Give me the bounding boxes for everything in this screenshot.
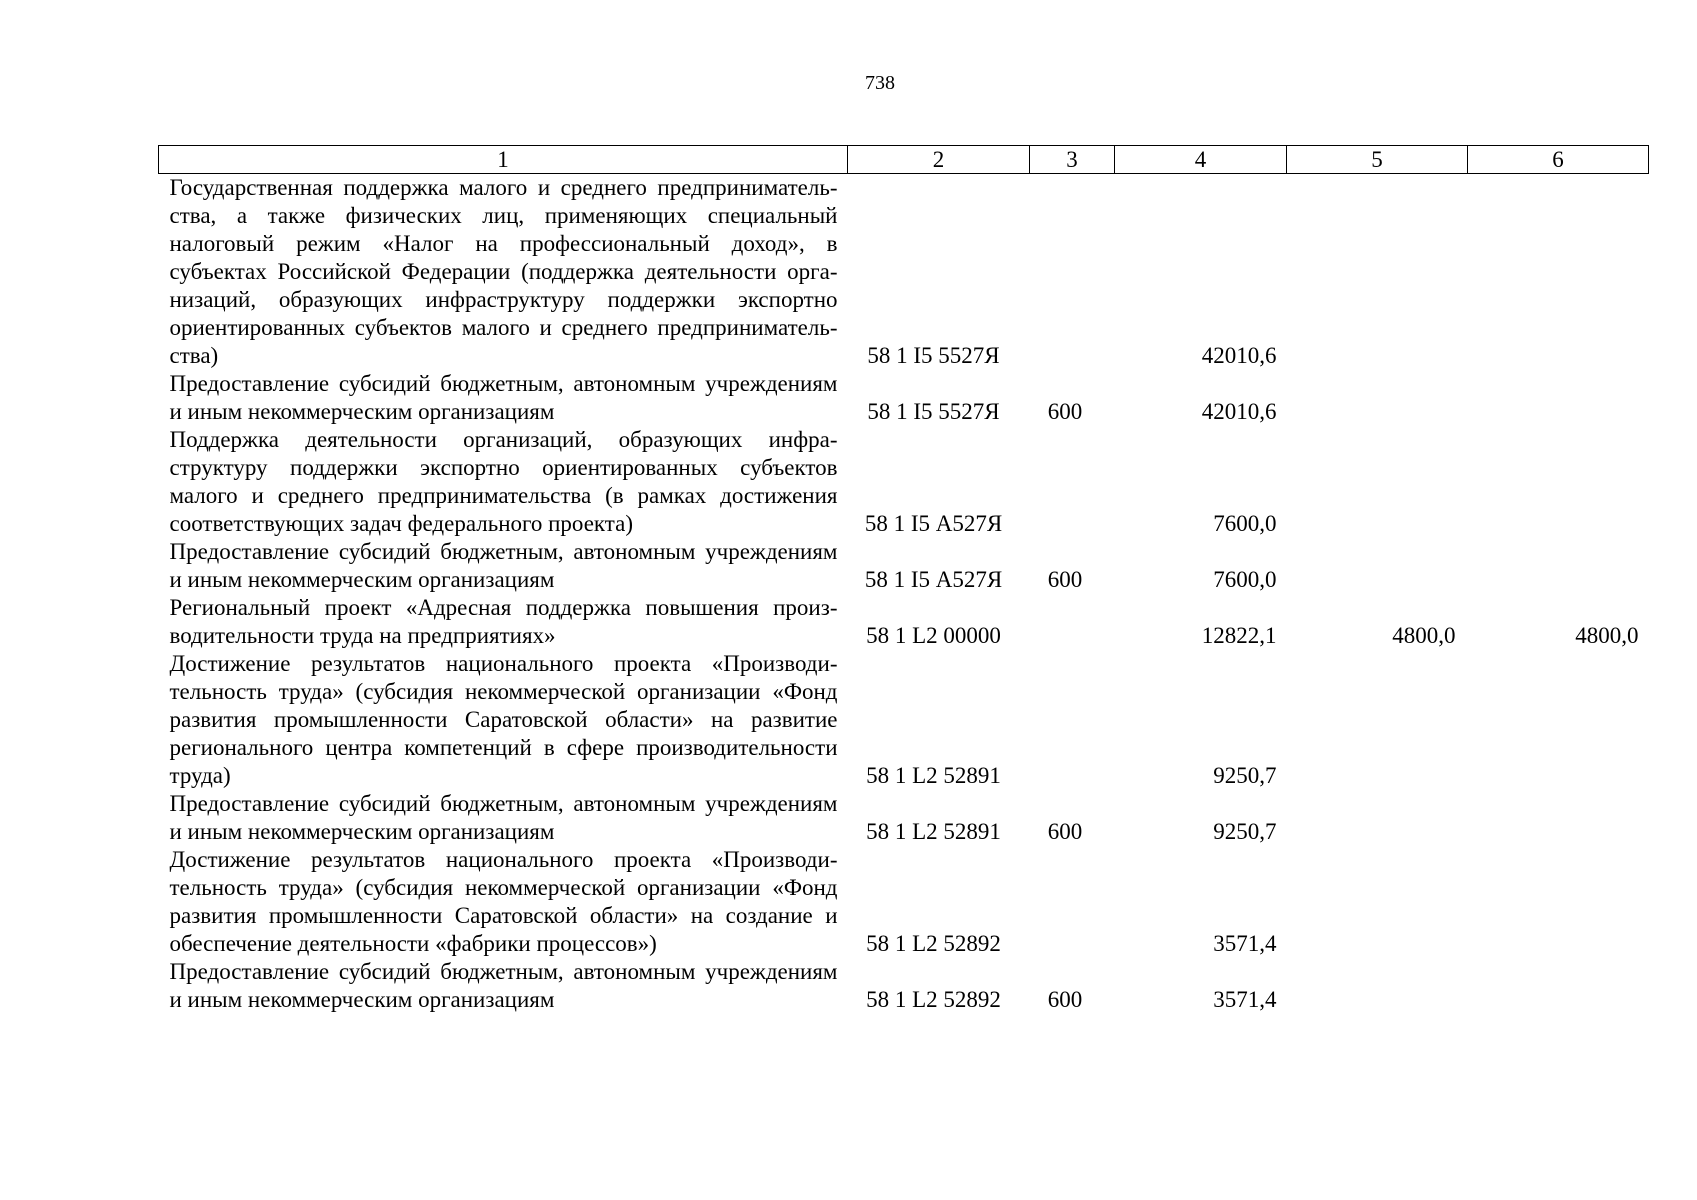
row-amount-col-5 <box>1287 174 1468 371</box>
table-body <box>159 174 1649 1015</box>
table-row <box>159 174 1649 371</box>
row-name: Достижение результатов национального проекта «Производительность труда» (субсидия некоммерческой организации «Фонд развития промышленности Саратовской области» на развитие регионального центра компетенций в сфере производительности труда) <box>169 651 838 788</box>
row-expense-type <box>1030 594 1115 650</box>
row-amount-col-4: 3571,4 <box>1213 931 1277 956</box>
row-amount-col-5 <box>1287 958 1468 1014</box>
row-amount-col-5 <box>1287 538 1468 594</box>
header-col-1: 1 <box>159 146 848 174</box>
budget-table <box>158 145 1649 1014</box>
row-name: Поддержка деятельности организаций, образующих инфраструктуру поддержки экспортно ориентированных субъектов малого и среднего предпринимательства (в рамках достижения соответствующих задач федерального проекта) <box>169 427 838 536</box>
row-expense-type: 600 <box>1047 987 1083 1012</box>
table-row <box>159 650 1649 790</box>
row-amount-col-4: 42010,6 <box>1201 399 1277 424</box>
row-target-code: 58 1 I5 А527Я <box>864 567 1003 592</box>
table-header <box>159 146 1649 174</box>
row-expense-type: 600 <box>1047 399 1083 424</box>
row-target-code: 58 1 L2 52891 <box>866 819 1001 844</box>
table-row <box>159 370 1649 426</box>
row-amount-col-6 <box>1468 846 1649 958</box>
row-amount-col-6 <box>1468 426 1649 538</box>
row-amount-col-4: 3571,4 <box>1213 987 1277 1012</box>
header-col-6: 6 <box>1468 146 1649 174</box>
row-amount-col-5 <box>1287 650 1468 790</box>
row-amount-col-6: 4800,0 <box>1575 623 1639 648</box>
row-amount-col-4: 9250,7 <box>1213 819 1277 844</box>
row-amount-col-6 <box>1468 538 1649 594</box>
row-name: Предоставление субсидий бюджетным, автономным учреждениям и иным некоммерческим организациям <box>169 539 838 592</box>
header-col-2: 2 <box>848 146 1030 174</box>
row-amount-col-5: 4800,0 <box>1392 623 1456 648</box>
row-amount-col-5 <box>1287 370 1468 426</box>
row-amount-col-4: 7600,0 <box>1213 511 1277 536</box>
table-row <box>159 538 1649 594</box>
row-amount-col-6 <box>1468 650 1649 790</box>
header-row <box>159 146 1649 174</box>
row-amount-col-5 <box>1287 846 1468 958</box>
row-amount-col-4: 9250,7 <box>1213 763 1277 788</box>
row-expense-type <box>1030 426 1115 538</box>
row-target-code: 58 1 L2 00000 <box>866 623 1001 648</box>
row-expense-type: 600 <box>1047 567 1083 592</box>
row-amount-col-4: 7600,0 <box>1213 567 1277 592</box>
row-amount-col-5 <box>1287 426 1468 538</box>
row-name: Предоставление субсидий бюджетным, автономным учреждениям и иным некоммерческим организациям <box>169 371 838 424</box>
table-row <box>159 846 1649 958</box>
row-amount-col-6 <box>1468 958 1649 1014</box>
row-target-code: 58 1 I5 А527Я <box>864 511 1003 536</box>
row-expense-type <box>1030 650 1115 790</box>
row-target-code: 58 1 L2 52891 <box>866 763 1001 788</box>
row-amount-col-6 <box>1468 370 1649 426</box>
row-expense-type <box>1030 846 1115 958</box>
row-expense-type <box>1030 174 1115 371</box>
row-amount-col-6 <box>1468 174 1649 371</box>
table-row <box>159 958 1649 1014</box>
header-col-3: 3 <box>1030 146 1115 174</box>
header-col-4: 4 <box>1115 146 1287 174</box>
row-target-code: 58 1 I5 5527Я <box>867 399 1000 424</box>
row-expense-type: 600 <box>1047 819 1083 844</box>
row-target-code: 58 1 L2 52892 <box>866 931 1001 956</box>
row-target-code: 58 1 I5 5527Я <box>867 343 1000 368</box>
row-amount-col-5 <box>1287 790 1468 846</box>
row-amount-col-4: 12822,1 <box>1201 623 1277 648</box>
row-name: Предоставление субсидий бюджетным, автономным учреждениям и иным некоммерческим организациям <box>169 959 838 1012</box>
table-row <box>159 594 1649 650</box>
table-row <box>159 426 1649 538</box>
row-name: Предоставление субсидий бюджетным, автономным учреждениям и иным некоммерческим организациям <box>169 791 838 844</box>
header-col-5: 5 <box>1287 146 1468 174</box>
row-amount-col-4: 42010,6 <box>1201 343 1277 368</box>
page-number: 738 <box>865 72 895 94</box>
row-name: Государственная поддержка малого и среднего предпринимательства, а также физических лиц, применяющих специальный налоговый режим «Налог на профессиональный доход», в субъектах Российской Федерации (поддержка деятельности организаций, образующих инфраструктуру поддержки экспортно ориентированных субъектов малого и среднего предпринимательства) <box>169 175 838 368</box>
row-name: Региональный проект «Адресная поддержка повышения производительности труда на предприятиях» <box>169 595 838 648</box>
table-row <box>159 790 1649 846</box>
row-target-code: 58 1 L2 52892 <box>866 987 1001 1012</box>
row-name: Достижение результатов национального проекта «Производительность труда» (субсидия некоммерческой организации «Фонд развития промышленности Саратовской области» на создание и обеспечение деятельности «фабрики процессов») <box>169 847 838 956</box>
row-amount-col-6 <box>1468 790 1649 846</box>
